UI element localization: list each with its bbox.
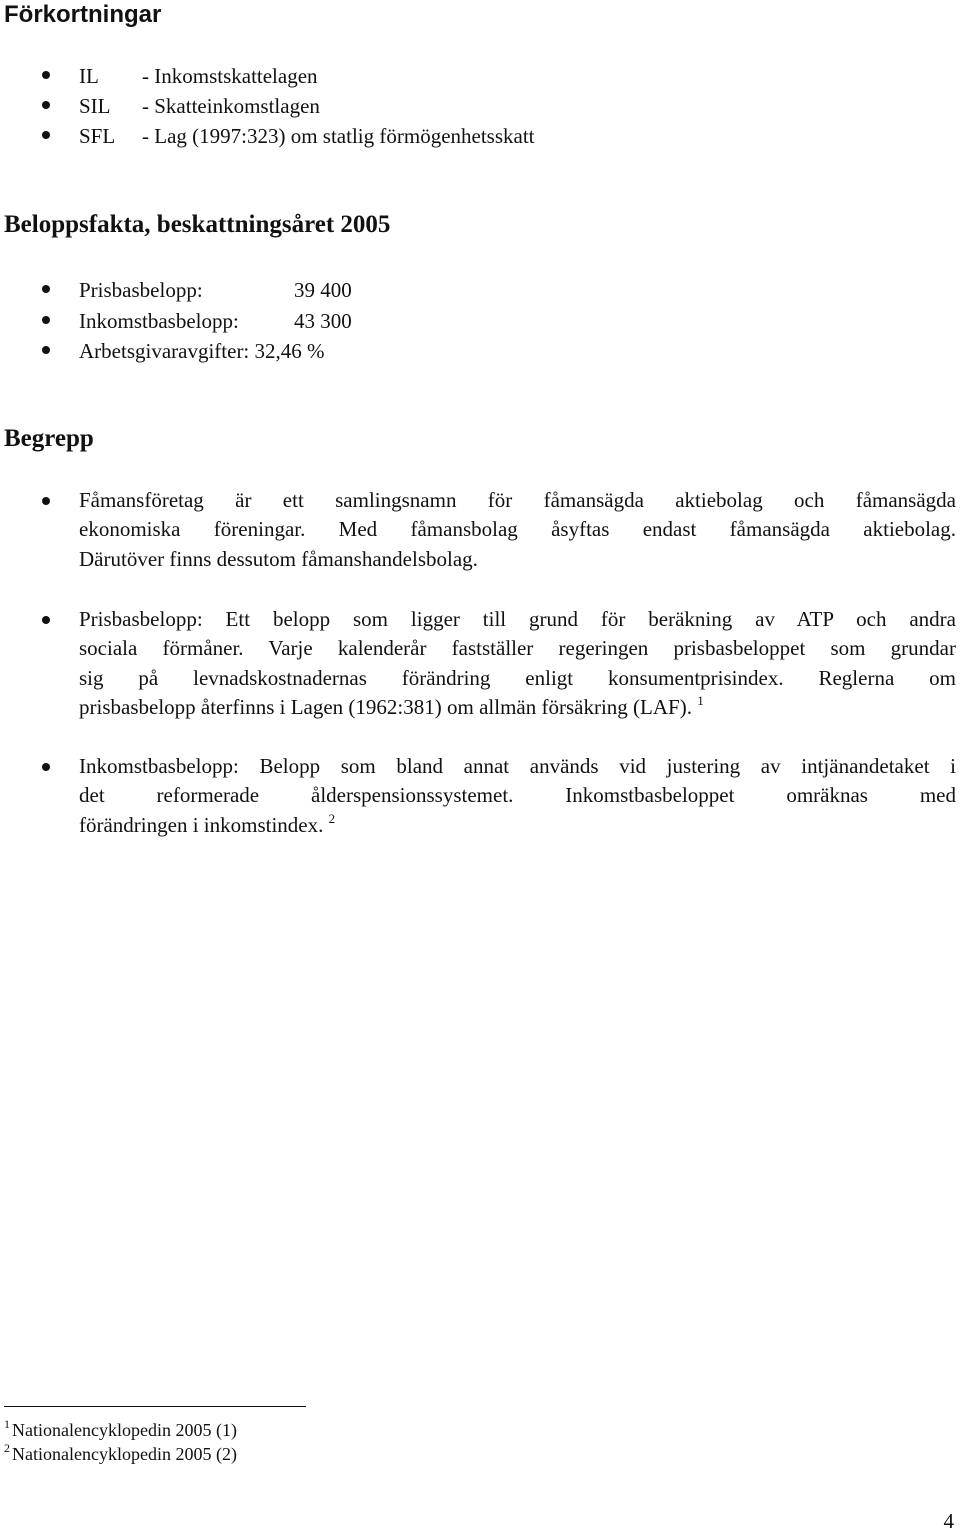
bullet-icon xyxy=(42,316,50,324)
amount-value: 32,46 % xyxy=(254,339,325,363)
amount-label: Inkomstbasbelopp: xyxy=(79,309,239,333)
concept-paragraph xyxy=(79,605,956,722)
paragraph-line: Prisbasbelopp: Ett belopp som ligger till grund för beräkning av ATP och andra xyxy=(79,607,956,631)
abbreviation: IL xyxy=(79,64,99,88)
paragraph-line: ekonomiska föreningar. Med fåmansbolag åsyftas endast fåmansägda aktiebolag. xyxy=(79,517,956,542)
paragraph-line: sociala förmåner. Varje kalenderår fastställer regeringen prisbasbeloppet som grundar xyxy=(79,636,956,661)
footnote-reference: 1 xyxy=(697,692,704,708)
amount-label: Arbetsgivaravgifter: xyxy=(79,339,250,363)
paragraph-line xyxy=(79,811,956,840)
bullet-icon xyxy=(42,71,50,79)
bullet-icon xyxy=(42,497,50,505)
footnote xyxy=(4,1442,237,1466)
footnote xyxy=(4,1418,237,1442)
list-item xyxy=(79,121,535,151)
abbreviation: SIL xyxy=(79,94,111,118)
paragraph-line: Därutöver finns dessutom fåmanshandelsbolag. xyxy=(79,546,478,571)
page-number: 4 xyxy=(943,1509,954,1533)
list-item xyxy=(79,61,318,91)
footnote-reference: 2 xyxy=(328,810,336,826)
paragraph-line-text: förändringen i inkomstindex. xyxy=(79,812,324,837)
list-item xyxy=(79,336,325,366)
amount-value: 43 300 xyxy=(294,309,352,333)
list-item xyxy=(79,91,320,121)
list-item xyxy=(79,275,352,305)
footnote-text: Nationalencyklopedin 2005 (2) xyxy=(12,1444,237,1464)
bullet-icon xyxy=(42,131,50,139)
heading-amounts: Beloppsfakta, beskattningsåret 2005 xyxy=(4,211,391,238)
amount-label: Prisbasbelopp: xyxy=(79,278,203,302)
paragraph-line: Fåmansföretag är ett samlingsnamn för fåmansägda aktiebolag och fåmansägda xyxy=(79,488,956,512)
bullet-icon xyxy=(42,101,50,109)
amount-value: 39 400 xyxy=(294,278,352,302)
footnote-number: 2 xyxy=(4,1441,10,1455)
abbreviation-description: - Lag (1997:323) om statlig förmögenhetsskatt xyxy=(142,124,535,148)
paragraph-line: det reformerade ålderspensionssystemet. Inkomstbasbeloppet omräknas med xyxy=(79,783,956,808)
list-item xyxy=(79,306,352,336)
concept-paragraph xyxy=(79,486,956,574)
footnote-divider xyxy=(4,1406,306,1407)
paragraph-line: Inkomstbasbelopp: Belopp som bland annat används vid justering av intjänandetaket i xyxy=(79,754,956,778)
paragraph-line xyxy=(79,693,956,722)
concept-paragraph xyxy=(79,752,956,840)
footnote-text: Nationalencyklopedin 2005 (1) xyxy=(12,1420,237,1440)
bullet-icon xyxy=(42,616,50,624)
footnote-number: 1 xyxy=(4,1417,10,1431)
abbreviation: SFL xyxy=(79,124,116,148)
abbreviation-description: - Skatteinkomstlagen xyxy=(142,94,320,118)
bullet-icon xyxy=(42,285,50,293)
heading-abbreviations: Förkortningar xyxy=(4,1,162,28)
abbreviation-description: - Inkomstskattelagen xyxy=(142,64,318,88)
bullet-icon xyxy=(42,346,50,354)
heading-concepts: Begrepp xyxy=(4,425,94,452)
bullet-icon xyxy=(42,763,50,771)
paragraph-line-text: prisbasbelopp återfinns i Lagen (1962:381) om allmän försäkring (LAF). xyxy=(79,694,692,719)
paragraph-line: sig på levnadskostnadernas förändring enligt konsumentprisindex. Reglerna om xyxy=(79,665,956,690)
